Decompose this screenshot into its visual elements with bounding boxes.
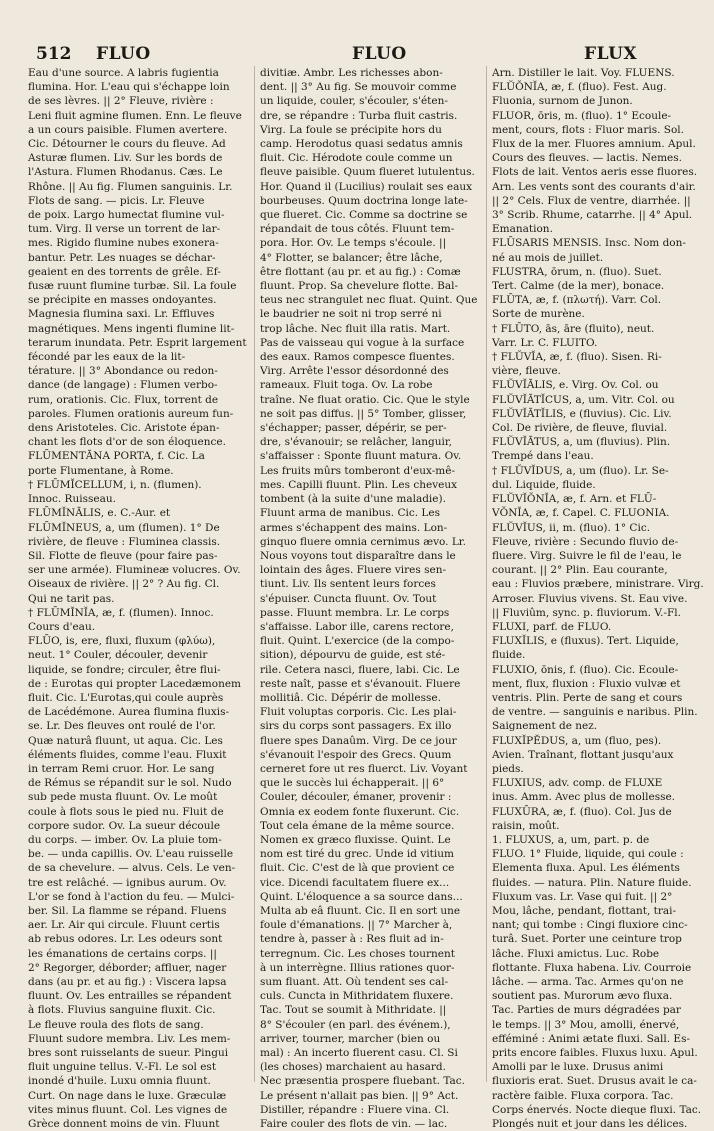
text-line: camp. Herodotus quasi sedatus amnis (260, 138, 463, 151)
text-line: Fluunt arma de manibus. Cic. Les (260, 507, 441, 520)
text-line: FLŬVĬŎNĬA, æ, f. Arn. et FLŪ- (492, 493, 657, 506)
text-line: a un cours paisible. Flumen avertere. (28, 123, 228, 136)
text-line: Faire couler des flots de vin. — lac. (260, 1118, 448, 1131)
text-line: eau : Fluvios præbere, ministrare. Virg. (492, 578, 704, 591)
text-line: Pas de vaisseau qui vogue à la surface (260, 336, 465, 349)
text-line: FLŪMENTĀNA PORTA, f. Cic. La (28, 450, 205, 463)
text-line: Virg. Arrête l'essor désordonné des (260, 365, 449, 378)
text-line: fluunt. Prop. Sa chevelure flotte. Bal- (260, 280, 459, 293)
text-line: Trempé dans l'eau. (492, 450, 594, 463)
text-line: sub pede musta fluunt. Ov. Le moût (28, 791, 218, 804)
text-line: à flots. Fluvius sanguine fluxit. Cic. (28, 1004, 216, 1017)
text-line: Tac. Tout se soumit à Mithridate. || (260, 1004, 447, 1017)
text-line: in terram Remi cruor. Hor. Le sang (28, 762, 215, 775)
text-line: térature. || 3° Abondance ou redon- (28, 365, 218, 378)
text-line: FLŬVĬĀTĬCUS, a, um. Vitr. Col. ou (492, 393, 675, 406)
text-line: ne soit pas diffus. || 5° Tomber, glisser, (260, 407, 467, 420)
text-line: FLUXĬPĔDUS, a, um (fluo, pes). (492, 734, 662, 747)
text-line: dens Aristoteles. Cic. Aristote épan- (28, 422, 220, 435)
column-middle (260, 66, 480, 1131)
text-line: Multa ab eâ fluunt. Cic. Il en sort une (260, 904, 461, 917)
text-line: FLUO. 1° Fluide, liquide, qui coule : (492, 848, 684, 861)
text-line: tre est relâché. — ignibus aurum. Ov. (28, 876, 227, 889)
column-left (28, 66, 248, 1131)
text-line: tendre à, passer à : Res fluit ad in- (260, 933, 444, 946)
text-line: mes. Rigido flumine nubes exonera- (28, 237, 219, 250)
text-line: FLUXIO, ōnis, f. (fluo). Cic. Ecoule- (492, 663, 679, 676)
running-head-left: FLUO (96, 44, 151, 64)
text-line: armes s'échappent des mains. Lon- (260, 521, 448, 534)
text-line: mollitiâ. Cic. Dépérir de mollesse. (260, 691, 441, 704)
text-line: fluit. Quint. L'exercice (de la compo- (260, 635, 455, 648)
text-line: bantur. Petr. Les nuages se déchar- (28, 251, 216, 264)
text-line: Col. De rivière, de fleuve, fluvial. (492, 422, 668, 435)
text-line: terarum inundata. Petr. Esprit largement (28, 336, 247, 349)
text-line: rivière, de fleuve : Fluminea classis. (28, 535, 221, 548)
text-line: teus nec strangulet nec fluat. Quint. Que (260, 294, 478, 307)
text-line: 1. FLUXUS, a, um, part. p. de (492, 833, 650, 846)
text-line: dre, se répandre : Turba fluit castris. (260, 109, 458, 122)
text-line: un liquide, couler, s'écouler, s'éten- (260, 95, 448, 108)
text-line: répandait de tous côtés. Fluunt tem- (260, 223, 455, 236)
text-line: Amolli par le luxe. Drusus animi (492, 1061, 664, 1074)
text-line: FLŪO, is, ere, fluxi, fluxum (φλύω), (28, 635, 216, 648)
text-line: de Rémus se répandit sur le sol. Nudo (28, 777, 232, 790)
text-line: Cours des fleuves. — lactis. Nemes. (492, 152, 682, 165)
text-line: Le présent n'allait pas bien. || 9° Act. (260, 1089, 459, 1102)
text-line: 3° Scrib. Rhume, catarrhe. || 4° Apul. (492, 209, 693, 222)
text-line: ment, flux, fluxion : Fluxio vulvæ et (492, 677, 681, 690)
text-line: se précipite en masses ondoyantes. (28, 294, 217, 307)
text-line: Varr. Lr. C. FLUITO. (492, 336, 598, 349)
text-line: FLŪMĬNEUS, a, um (flumen). 1° De (28, 521, 220, 534)
text-line: 4° Flotter, se balancer; être lâche, (260, 251, 443, 264)
text-line: cerneret fore ut res fluerct. Liv. Voyant (260, 762, 468, 775)
running-header (0, 0, 714, 66)
text-line: que le succès lui échapperait. || 6° (260, 777, 445, 790)
text-line: être flottant (au pr. et au fig.) : Comæ (260, 265, 461, 278)
text-line: † FLŪMĬCELLUM, i, n. (flumen). (28, 478, 202, 491)
text-line: Tout cela émane de la même source. (260, 819, 455, 832)
text-line: s'affaisse. Labor ille, carens rectore, (260, 620, 454, 633)
text-line: Leni fluit agmine flumen. Enn. Le fleuve (28, 109, 242, 122)
text-line: Mou, lâche, pendant, flottant, trai- (492, 904, 677, 917)
text-line: nant; qui tombe : Cingi fluxiore cinc- (492, 919, 688, 932)
text-line: fluides. — natura. Plin. Nature fluide. (492, 876, 692, 889)
text-line: ab rebus odores. Lr. Les odeurs sont (28, 933, 223, 946)
text-line: Arroser. Fluvius vivens. St. Eau vive. (492, 592, 688, 605)
text-line: reste naît, passe et s'évanouit. Fluere (260, 677, 461, 690)
text-line: ber. Sil. La flamme se répand. Fluens (28, 904, 227, 917)
text-line: Plongés nuit et jour dans les délices. (492, 1118, 688, 1131)
text-line: Curt. On nage dans le luxe. Græculæ (28, 1089, 227, 1102)
text-line: Innoc. Ruisseau. (28, 493, 116, 506)
text-line: dul. Liquide, fluide. (492, 478, 596, 491)
text-line: paroles. Flumen orationis aureum fun- (28, 407, 234, 420)
text-line: soutient pas. Murorum ævo fluxa. (492, 990, 673, 1003)
text-line: Virg. La foule se précipite hors du (260, 123, 442, 136)
running-head-right: FLUX (584, 44, 638, 64)
text-line: ment, cours, flots : Fluor maris. Sol. (492, 123, 684, 136)
text-line: Flots de lait. Ventos aeris esse fluores. (492, 166, 698, 179)
text-line: || 2° Cels. Flux de ventre, diarrhée. || (492, 194, 691, 207)
text-line: tombent (à la suite d'une maladie). (260, 493, 446, 506)
text-line: FLUXI, parf. de FLUO. (492, 620, 612, 633)
text-line: rum, orationis. Cic. Flux, torrent de (28, 393, 219, 406)
text-line: corpore sudor. Ov. La sueur découle (28, 819, 221, 832)
text-line: trop lâche. Nec fluit illa ratis. Mart. (260, 322, 451, 335)
text-line: Rhône. || Au fig. Flumen sanguinis. Lr. (28, 180, 233, 193)
text-line: mal) : An incerto fluerent casu. Cl. Si (260, 1047, 458, 1060)
text-line: Fluit voluptas corporis. Cic. Les plai- (260, 706, 457, 719)
text-line: Fluonia, surnom de Junon. (492, 95, 633, 108)
text-line: rameaux. Fluit toga. Ov. La robe (260, 379, 433, 392)
text-line: inondé d'huile. Luxu omnia fluunt. (28, 1075, 211, 1088)
text-line: de Lacédémone. Aurea flumina fluxis- (28, 706, 230, 719)
text-line: du corps. — imber. Ov. La pluie tom- (28, 833, 222, 846)
text-line: le temps. || 3° Mou, amolli, énervé, (492, 1018, 680, 1031)
text-line: dent. || 3° Au fig. Se mouvoir comme (260, 81, 457, 94)
text-line: sition), dépourvu de guide, est sté- (260, 649, 446, 662)
text-line: fluere spes Danaûm. Virg. De ce jour (260, 734, 457, 747)
text-line: mes. Capilli fluunt. Plin. Les cheveux (260, 478, 458, 491)
text-line: dre, s'évanouir; se relâcher, languir, (260, 436, 453, 449)
text-line: Magnesia flumina saxi. Lr. Effluves (28, 308, 215, 321)
text-line: Asturæ flumen. Liv. Sur les bords de (28, 152, 223, 165)
text-line: VŎNĬA, æ, f. Capel. C. FLUONIA. (492, 507, 670, 520)
text-line: Flux de la mer. Fluores amnium. Apul. (492, 138, 696, 151)
text-columns (28, 66, 704, 1131)
text-line: FLŬVĬĀTĬLIS, e (fluvius). Cic. Liv. (492, 407, 672, 420)
text-line: sirs du corps sont passagers. Ex illo (260, 720, 452, 733)
text-line: prits encore faibles. Fluxus luxu. Apul. (492, 1047, 698, 1060)
column-right (492, 66, 704, 1131)
text-line: nom est tiré du grec. Unde id vitium (260, 848, 454, 861)
text-line: tiunt. Liv. Ils sentent leurs forces (260, 578, 436, 591)
text-line: passe. Fluunt membra. Lr. Le corps (260, 606, 450, 619)
text-line: bres sont ruisselants de sueur. Pingui (28, 1047, 229, 1060)
text-line: rile. Cetera nasci, fluere, labi. Cic. Le (260, 663, 460, 676)
text-line: Tac. Parties de murs dégradées par (492, 1004, 681, 1017)
text-line: coule à flots sous le pied nu. Fluit de (28, 805, 224, 818)
text-line: FLŪTA, æ, f. (πλωτή). Varr. Col. (492, 294, 662, 307)
text-line: Omnia ex eodem fonte fluxerunt. Cic. (260, 805, 460, 818)
text-line: de : Eurotas qui propter Lacedæmonem (28, 677, 242, 690)
text-line: courant. || 2° Plin. Eau courante, (492, 564, 668, 577)
text-line: Couler, découler, émaner, provenir : (260, 791, 452, 804)
text-line: efféminé : Animi ætate fluxi. Sall. Es- (492, 1032, 691, 1045)
text-line: Hor. Quand il (Lucilius) roulait ses eaux (260, 180, 473, 193)
text-line: Nomen ex græco fluxisse. Quint. Le (260, 833, 451, 846)
text-line: L'or se fond à l'action du feu. — Mulci- (28, 890, 235, 903)
text-line: se. Lr. Des fleuves ont roulé de l'or. (28, 720, 216, 733)
text-line: 2° Regorger, déborder; affluer, nager (28, 961, 227, 974)
text-line: vites minus fluunt. Col. Les vignes de (28, 1103, 228, 1116)
text-line: aer. Lr. Air qui circule. Fluunt certis (28, 919, 220, 932)
text-line: FLŪMĬNĀLIS, e. C.-Aur. et (28, 507, 171, 520)
text-line: inus. Amm. Avec plus de mollesse. (492, 791, 676, 804)
text-line: fluit. Cic. L'Eurotas,qui coule auprès (28, 691, 224, 704)
text-line: FLŬVĬUS, ii, m. (fluo). 1° Cic. (492, 521, 651, 534)
text-line: liquide, se fondre; circuler, être flui- (28, 663, 221, 676)
text-line: FLŬVĬĀLIS, e. Virg. Ov. Col. ou (492, 379, 659, 392)
text-line: ractère faible. Fluxa corpora. Tac. (492, 1089, 674, 1102)
text-line: de sa chevelure. — alvus. Cels. Le ven- (28, 862, 236, 875)
text-line: † FLŪTO, ās, āre (fluito), neut. (492, 322, 655, 335)
text-line: Cic. Détourner le cours du fleuve. Ad (28, 138, 226, 151)
text-line: bourbeuses. Quum doctrina longe late- (260, 194, 468, 207)
text-line: dance (de langage) : Flumen verbo- (28, 379, 218, 392)
text-line: flumina. Hor. L'eau qui s'échappe loin (28, 81, 230, 94)
text-line: FLUXŪRA, æ, f. (fluo). Col. Jus de (492, 805, 672, 818)
text-line: † FLŪMĬNĬA, æ, f. (flumen). Innoc. (28, 606, 214, 619)
text-line: Nous voyons tout disparaître dans le (260, 549, 456, 562)
text-line: Corps énervés. Nocte dieque fluxi. Tac. (492, 1103, 702, 1116)
text-line: FLŬVĬĀTUS, a, um (fluvius). Plin. (492, 436, 671, 449)
text-line: fusæ ruunt flumine turbæ. Sil. La foule (28, 280, 237, 293)
text-line: ginquo fluere omnia cernimus ævo. Lr. (260, 535, 467, 548)
text-line: || Fluviûm, sync. p. fluviorum. V.-Fl. (492, 606, 681, 619)
text-line: Arn. Les vents sont des courants d'air. (492, 180, 696, 193)
text-line: fluunt. Ov. Les entrailles se répandent (28, 990, 232, 1003)
text-line: éléments fluides, comme l'eau. Fluxit (28, 748, 227, 761)
text-line: de ventre. — sanguinis e naribus. Plin. (492, 706, 698, 719)
text-line: Nec præsentia prospere fluebant. Tac. (260, 1075, 466, 1088)
running-head-center: FLUO (352, 44, 407, 64)
text-line: fleuve paisible. Quum flueret lutulentus. (260, 166, 475, 179)
text-line: Qui ne tarit pas. (28, 592, 115, 605)
text-line: Fluxum vas. Lr. Vase qui fuit. || 2° (492, 890, 673, 903)
text-line: sum fluant. Att. Où tendent ses cal- (260, 976, 449, 988)
text-line: vice. Dicendi facultatem fluere ex... (260, 876, 450, 889)
text-line: tum. Virg. Il verse un torrent de lar- (28, 223, 221, 236)
text-line: FLŬŎNĬA, æ, f. (fluo). Fest. Aug. (492, 81, 667, 94)
text-line: 8° S'écouler (en parl. des événem.), (260, 1018, 451, 1031)
text-line: Sorte de murène. (492, 308, 585, 321)
text-line: turâ. Suet. Porter une ceinture trop (492, 933, 682, 946)
text-line: de ses lèvres. || 2° Fleuve, rivière : (28, 95, 214, 108)
text-line: be. — unda capillis. Ov. L'eau ruisselle (28, 848, 234, 861)
text-line: ser une armée). Flumineæ volucres. Ov. (28, 564, 241, 577)
text-line: le baudrier ne soit ni trop serré ni (260, 308, 442, 321)
text-line: que flueret. Cic. Comme sa doctrine se (260, 209, 468, 222)
text-line: Avien. Traînant, flottant jusqu'aux (492, 748, 674, 761)
text-line: Le fleuve roula des flots de sang. (28, 1018, 204, 1031)
text-line: foule d'émanations. || 7° Marcher à, (260, 919, 453, 932)
text-line: Tert. Calme (de la mer), bonace. (492, 280, 665, 293)
text-line: les émanations de certains corps. || (28, 947, 217, 960)
text-line: FLUOR, ōris, m. (fluo). 1° Ecoule- (492, 109, 672, 122)
text-line: fluere. Virg. Suivre le fil de l'eau, le (492, 549, 682, 562)
text-line: (les choses) marchaient au hasard. (260, 1061, 446, 1074)
text-line: fluide. (492, 649, 526, 662)
text-line: pieds. (492, 762, 524, 775)
text-line: Emanation. (492, 223, 553, 236)
text-line: Elementa fluxa. Apul. Les éléments (492, 862, 680, 875)
text-line: arriver, tourner, marcher (bien ou (260, 1032, 441, 1045)
text-line: † FLŬVĬA, æ, f. (fluo). Sisen. Ri- (492, 351, 662, 364)
text-line: Quæ naturâ fluunt, ut aqua. Cic. Les (28, 734, 223, 747)
text-line: s'épuiser. Cuncta fluunt. Ov. Tout (260, 592, 437, 605)
text-line: Oiseaux de rivière. || 2° ? Au fig. Cl. (28, 578, 220, 591)
text-line: Arn. Distiller le lait. Voy. FLUENS. (492, 67, 675, 79)
text-line: Fleuve, rivière : Secundo fluvio de- (492, 535, 679, 548)
text-line: Saignement de nez. (492, 720, 598, 733)
text-line: Sil. Flotte de fleuve (pour faire pas- (28, 549, 218, 562)
text-line: Flots de sang. — picis. Lr. Fleuve (28, 194, 205, 207)
text-line: FLŪSARIS MENSIS. Insc. Nom don- (492, 237, 686, 250)
text-line: † FLŬVĬDUS, a, um (fluo). Lr. Se- (492, 464, 669, 477)
text-line: Quint. L'éloquence a sa source dans... (260, 890, 463, 903)
text-line: neut. 1° Couler, découler, devenir (28, 649, 208, 662)
text-line: fluxioris erat. Suet. Drusus avait le ca- (492, 1075, 697, 1088)
text-line: s'évanouit l'espoir des Grecs. Quum (260, 748, 452, 761)
text-line: s'échapper; passer, dépérir, se per- (260, 422, 447, 435)
text-line: ventris. Plin. Perte de sang et cours (492, 691, 683, 704)
text-line: raisin, moût. (492, 819, 560, 832)
text-line: s'affaisser : Sponte fluunt matura. Ov. (260, 450, 462, 463)
text-line: à un interrègne. Illius rationes quor- (260, 961, 455, 974)
text-line: flottante. Fluxa habena. Liv. Courroie (492, 961, 692, 974)
text-line: de poix. Largo humectat flumine vul- (28, 209, 225, 222)
text-line: vière, fleuve. (492, 365, 561, 378)
text-line: FLUSTRA, ōrum, n. (fluo). Suet. (492, 265, 662, 278)
text-line: lâche. — arma. Tac. Armes qu'on ne (492, 976, 684, 988)
text-line: FLUXIUS, adv. comp. de FLUXE (492, 777, 663, 790)
text-line: Les fruits mûrs tomberont d'eux-mê- (260, 464, 456, 477)
text-line: traîne. Ne fluat oratio. Cic. Que le style (260, 393, 470, 406)
text-line: Distiller, répandre : Fluere vina. Cl. (260, 1103, 450, 1116)
text-line: pora. Hor. Ov. Le temps s'écoule. || (260, 237, 447, 250)
text-line: dans (au pr. et au fig.) : Viscera lapsa (28, 976, 227, 988)
text-line: fluit. Cic. C'est de là que provient ce (260, 862, 455, 875)
text-line: l'Astura. Flumen Rhodanus. Cæs. Le (28, 166, 223, 179)
text-line: fluit. Cic. Hérodote coule comme un (260, 152, 453, 165)
text-line: porte Flumentane, à Rome. (28, 464, 174, 477)
text-line: lointain des âges. Fluere vires sen- (260, 564, 447, 577)
text-line: fécondé par les eaux de la lit- (28, 351, 186, 364)
text-line: magnétiques. Mens ingenti flumine lit- (28, 322, 235, 335)
text-line: geaient en des torrents de grêle. Ef- (28, 265, 221, 278)
text-line: Fluunt sudore membra. Liv. Les mem- (28, 1032, 231, 1045)
text-line: né au mois de juillet. (492, 251, 604, 264)
text-line: lâche. Fluxi amictus. Luc. Robe (492, 947, 660, 960)
text-line: culs. Cuncta in Mithridatem fluxere. (260, 990, 454, 1003)
text-line: Eau d'une source. A labris fugientia (28, 67, 219, 79)
text-line: des eaux. Ramos compesce fluentes. (260, 351, 455, 364)
text-line: FLUXĬLIS, e (fluxus). Tert. Liquide, (492, 635, 679, 648)
page-number: 512 (36, 44, 72, 64)
text-line: chant les flots d'or de son éloquence. (28, 436, 226, 449)
text-line: terregnum. Cic. Les choses tournent (260, 947, 455, 960)
text-line: divitiæ. Ambr. Les richesses abon- (260, 67, 443, 79)
text-line: Cours d'eau. (28, 620, 96, 633)
text-line: fluit unguine tellus. V.-Fl. Le sol est (28, 1061, 217, 1074)
text-line: Grèce donnent moins de vin. Fluunt (28, 1118, 220, 1131)
